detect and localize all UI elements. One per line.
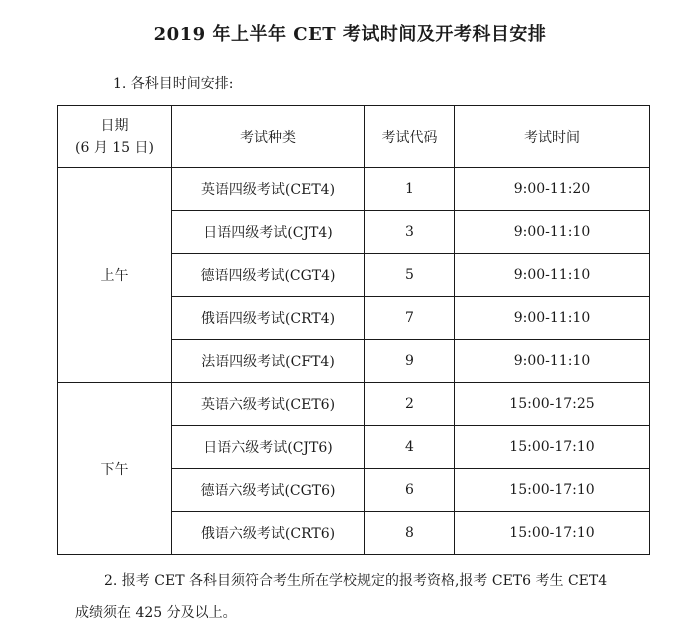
session-afternoon: 下午 [58, 383, 172, 555]
table-row [58, 383, 650, 426]
exam-name: 英语四级考试(CET4) [172, 168, 365, 211]
header-exam-time: 考试时间 [455, 106, 650, 168]
exam-name: 日语六级考试(CJT6) [172, 426, 365, 469]
exam-time: 9:00-11:10 [455, 297, 650, 340]
exam-time: 9:00-11:10 [455, 211, 650, 254]
exam-code: 4 [365, 426, 455, 469]
exam-name: 俄语四级考试(CRT4) [172, 297, 365, 340]
exam-code: 5 [365, 254, 455, 297]
exam-time: 9:00-11:10 [455, 340, 650, 383]
exam-name: 法语四级考试(CFT4) [172, 340, 365, 383]
note-eligibility-line1: 2. 报考 CET 各科目须符合考生所在学校规定的报考资格,报考 CET6 考生 CET4 [104, 573, 608, 589]
exam-time: 9:00-11:20 [455, 168, 650, 211]
exam-time: 15:00-17:10 [455, 469, 650, 512]
section-heading-schedule: 1. 各科目时间安排: [113, 76, 234, 92]
header-exam-type: 考试种类 [172, 106, 365, 168]
exam-name: 德语六级考试(CGT6) [172, 469, 365, 512]
exam-time: 15:00-17:25 [455, 383, 650, 426]
table-header-row [58, 106, 650, 168]
exam-time: 9:00-11:10 [455, 254, 650, 297]
exam-name: 英语六级考试(CET6) [172, 383, 365, 426]
exam-schedule-table [57, 105, 650, 555]
exam-code: 8 [365, 512, 455, 555]
session-morning: 上午 [58, 168, 172, 383]
exam-code: 1 [365, 168, 455, 211]
header-date-value: (6 月 15 日) [75, 139, 154, 156]
table-row [58, 168, 650, 211]
header-date-label: 日期 [100, 117, 129, 134]
exam-name: 德语四级考试(CGT4) [172, 254, 365, 297]
header-exam-code: 考试代码 [365, 106, 455, 168]
exam-time: 15:00-17:10 [455, 426, 650, 469]
exam-name: 俄语六级考试(CRT6) [172, 512, 365, 555]
exam-code: 6 [365, 469, 455, 512]
exam-code: 2 [365, 383, 455, 426]
exam-code: 7 [365, 297, 455, 340]
exam-code: 9 [365, 340, 455, 383]
header-date [58, 106, 172, 168]
exam-code: 3 [365, 211, 455, 254]
exam-name: 日语四级考试(CJT4) [172, 211, 365, 254]
note-eligibility-line2: 成绩须在 425 分及以上。 [75, 605, 237, 621]
exam-time: 15:00-17:10 [455, 512, 650, 555]
document-title: 2019 年上半年 CET 考试时间及开考科目安排 [153, 24, 547, 45]
